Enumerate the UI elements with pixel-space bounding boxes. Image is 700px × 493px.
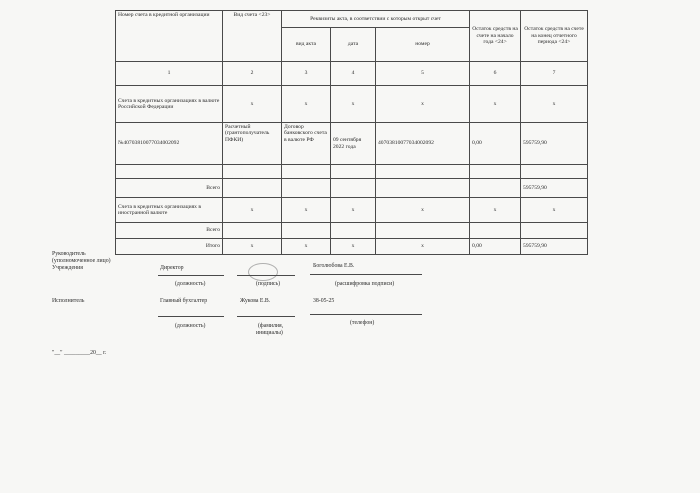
cell-date: x (331, 86, 376, 123)
cell-balance-end (521, 165, 588, 179)
column-number: 5 (376, 62, 470, 86)
cell-account: Счета в кредитных организациях в иностранной валюте (116, 198, 223, 223)
cell-balance-end: x (521, 86, 588, 123)
header-act-kind: вид акта (282, 28, 331, 62)
header-balance-end: Остаток средств на счете на конец отчетного периода <24> (521, 11, 588, 62)
position-caption: (должность) (175, 281, 206, 287)
cell-balance-start (470, 179, 521, 198)
executor-position-line (158, 316, 224, 317)
cell-balance-end (521, 223, 588, 239)
cell-balance-start (470, 165, 521, 179)
cell-number (376, 223, 470, 239)
fio-caption-initials: инициалы) (256, 330, 283, 336)
cell-account: Счета в кредитных организациях в валюте Российской Федерации (116, 86, 223, 123)
table-row (116, 198, 588, 223)
header-date: дата (331, 28, 376, 62)
table-row (116, 239, 588, 255)
column-numbers-row (116, 62, 588, 86)
cell-number: x (376, 198, 470, 223)
header-details: Реквизиты акта, в соответствии с которым открыт счет (282, 11, 470, 28)
header-account-number: Номер счета в кредитной организации (116, 11, 223, 62)
cell-number: 40703810077034002092 (376, 123, 470, 165)
column-number: 2 (223, 62, 282, 86)
executor-name-line (237, 316, 295, 317)
cell-balance-end: 595759,90 (521, 239, 588, 255)
cell-date (331, 179, 376, 198)
head-label-institution: Учреждения (52, 265, 83, 271)
head-label: Руководитель (52, 251, 86, 257)
accounts-table (115, 10, 588, 255)
cell-balance-start: x (470, 86, 521, 123)
head-position: Директор (160, 265, 184, 271)
cell-act-kind (282, 179, 331, 198)
cell-balance-end: 595759,90 (521, 123, 588, 165)
cell-act-type: x (223, 239, 282, 255)
column-number: 7 (521, 62, 588, 86)
cell-account: №40703810077034002092 (116, 123, 223, 165)
cell-act-type (223, 165, 282, 179)
column-number: 3 (282, 62, 331, 86)
header-row-1 (116, 11, 588, 28)
head-name: Боголюбова Е.В. (313, 263, 355, 269)
cell-account: Итого (116, 239, 223, 255)
head-label-authorized: (уполномоченное лицо) (52, 258, 111, 264)
executor-label: Исполнитель (52, 298, 85, 304)
cell-balance-start: 0,00 (470, 239, 521, 255)
cell-number: x (376, 239, 470, 255)
cell-act-kind (282, 165, 331, 179)
cell-account: Всего (116, 223, 223, 239)
executor-position: Главный бухгалтер (160, 298, 208, 304)
decoding-line (310, 274, 422, 275)
cell-act-type (223, 223, 282, 239)
table-row (116, 123, 588, 165)
date-line: "__" _________20__ г. (52, 350, 107, 356)
header-balance-start: Остаток средств на счете на начало года <24> (470, 11, 521, 62)
cell-act-kind: x (282, 198, 331, 223)
phone-caption: (телефон) (350, 320, 375, 326)
column-number: 1 (116, 62, 223, 86)
cell-act-type (223, 179, 282, 198)
fio-caption: (фамилия, (258, 323, 284, 329)
signature-mark (248, 263, 278, 281)
executor-name: Жукова Е.В. (240, 298, 271, 304)
cell-date: x (331, 239, 376, 255)
cell-balance-start (470, 223, 521, 239)
cell-date: x (331, 198, 376, 223)
cell-account (116, 165, 223, 179)
cell-act-type: Расчетный (грантополучатель ПФКИ) (223, 123, 282, 165)
cell-act-type: x (223, 86, 282, 123)
position-line (158, 275, 224, 276)
cell-date: 09 сентября 2022 года (331, 123, 376, 165)
signature-line (237, 275, 295, 276)
cell-date (331, 165, 376, 179)
signature-caption: (подпись) (256, 281, 281, 287)
cell-act-type: x (223, 198, 282, 223)
table-row (116, 179, 588, 198)
table-row (116, 165, 588, 179)
column-number: 6 (470, 62, 521, 86)
cell-number (376, 179, 470, 198)
cell-act-kind (282, 223, 331, 239)
executor-phone: 38-05-25 (313, 298, 335, 304)
header-act-type: Вид счета <23> (223, 11, 282, 62)
executor-position-caption: (должность) (175, 323, 206, 329)
phone-line (310, 314, 422, 315)
decoding-caption: (расшифровка подписи) (335, 281, 395, 287)
cell-account: Всего (116, 179, 223, 198)
cell-balance-end: 595759,90 (521, 179, 588, 198)
cell-act-kind: x (282, 239, 331, 255)
cell-balance-start: 0,00 (470, 123, 521, 165)
cell-balance-end: x (521, 198, 588, 223)
cell-act-kind: Договор банковского счета в валюте РФ (282, 123, 331, 165)
cell-number: x (376, 86, 470, 123)
column-number: 4 (331, 62, 376, 86)
cell-date (331, 223, 376, 239)
cell-number (376, 165, 470, 179)
cell-balance-start: x (470, 198, 521, 223)
cell-act-kind: x (282, 86, 331, 123)
header-number: номер (376, 28, 470, 62)
table-row (116, 86, 588, 123)
table-row (116, 223, 588, 239)
